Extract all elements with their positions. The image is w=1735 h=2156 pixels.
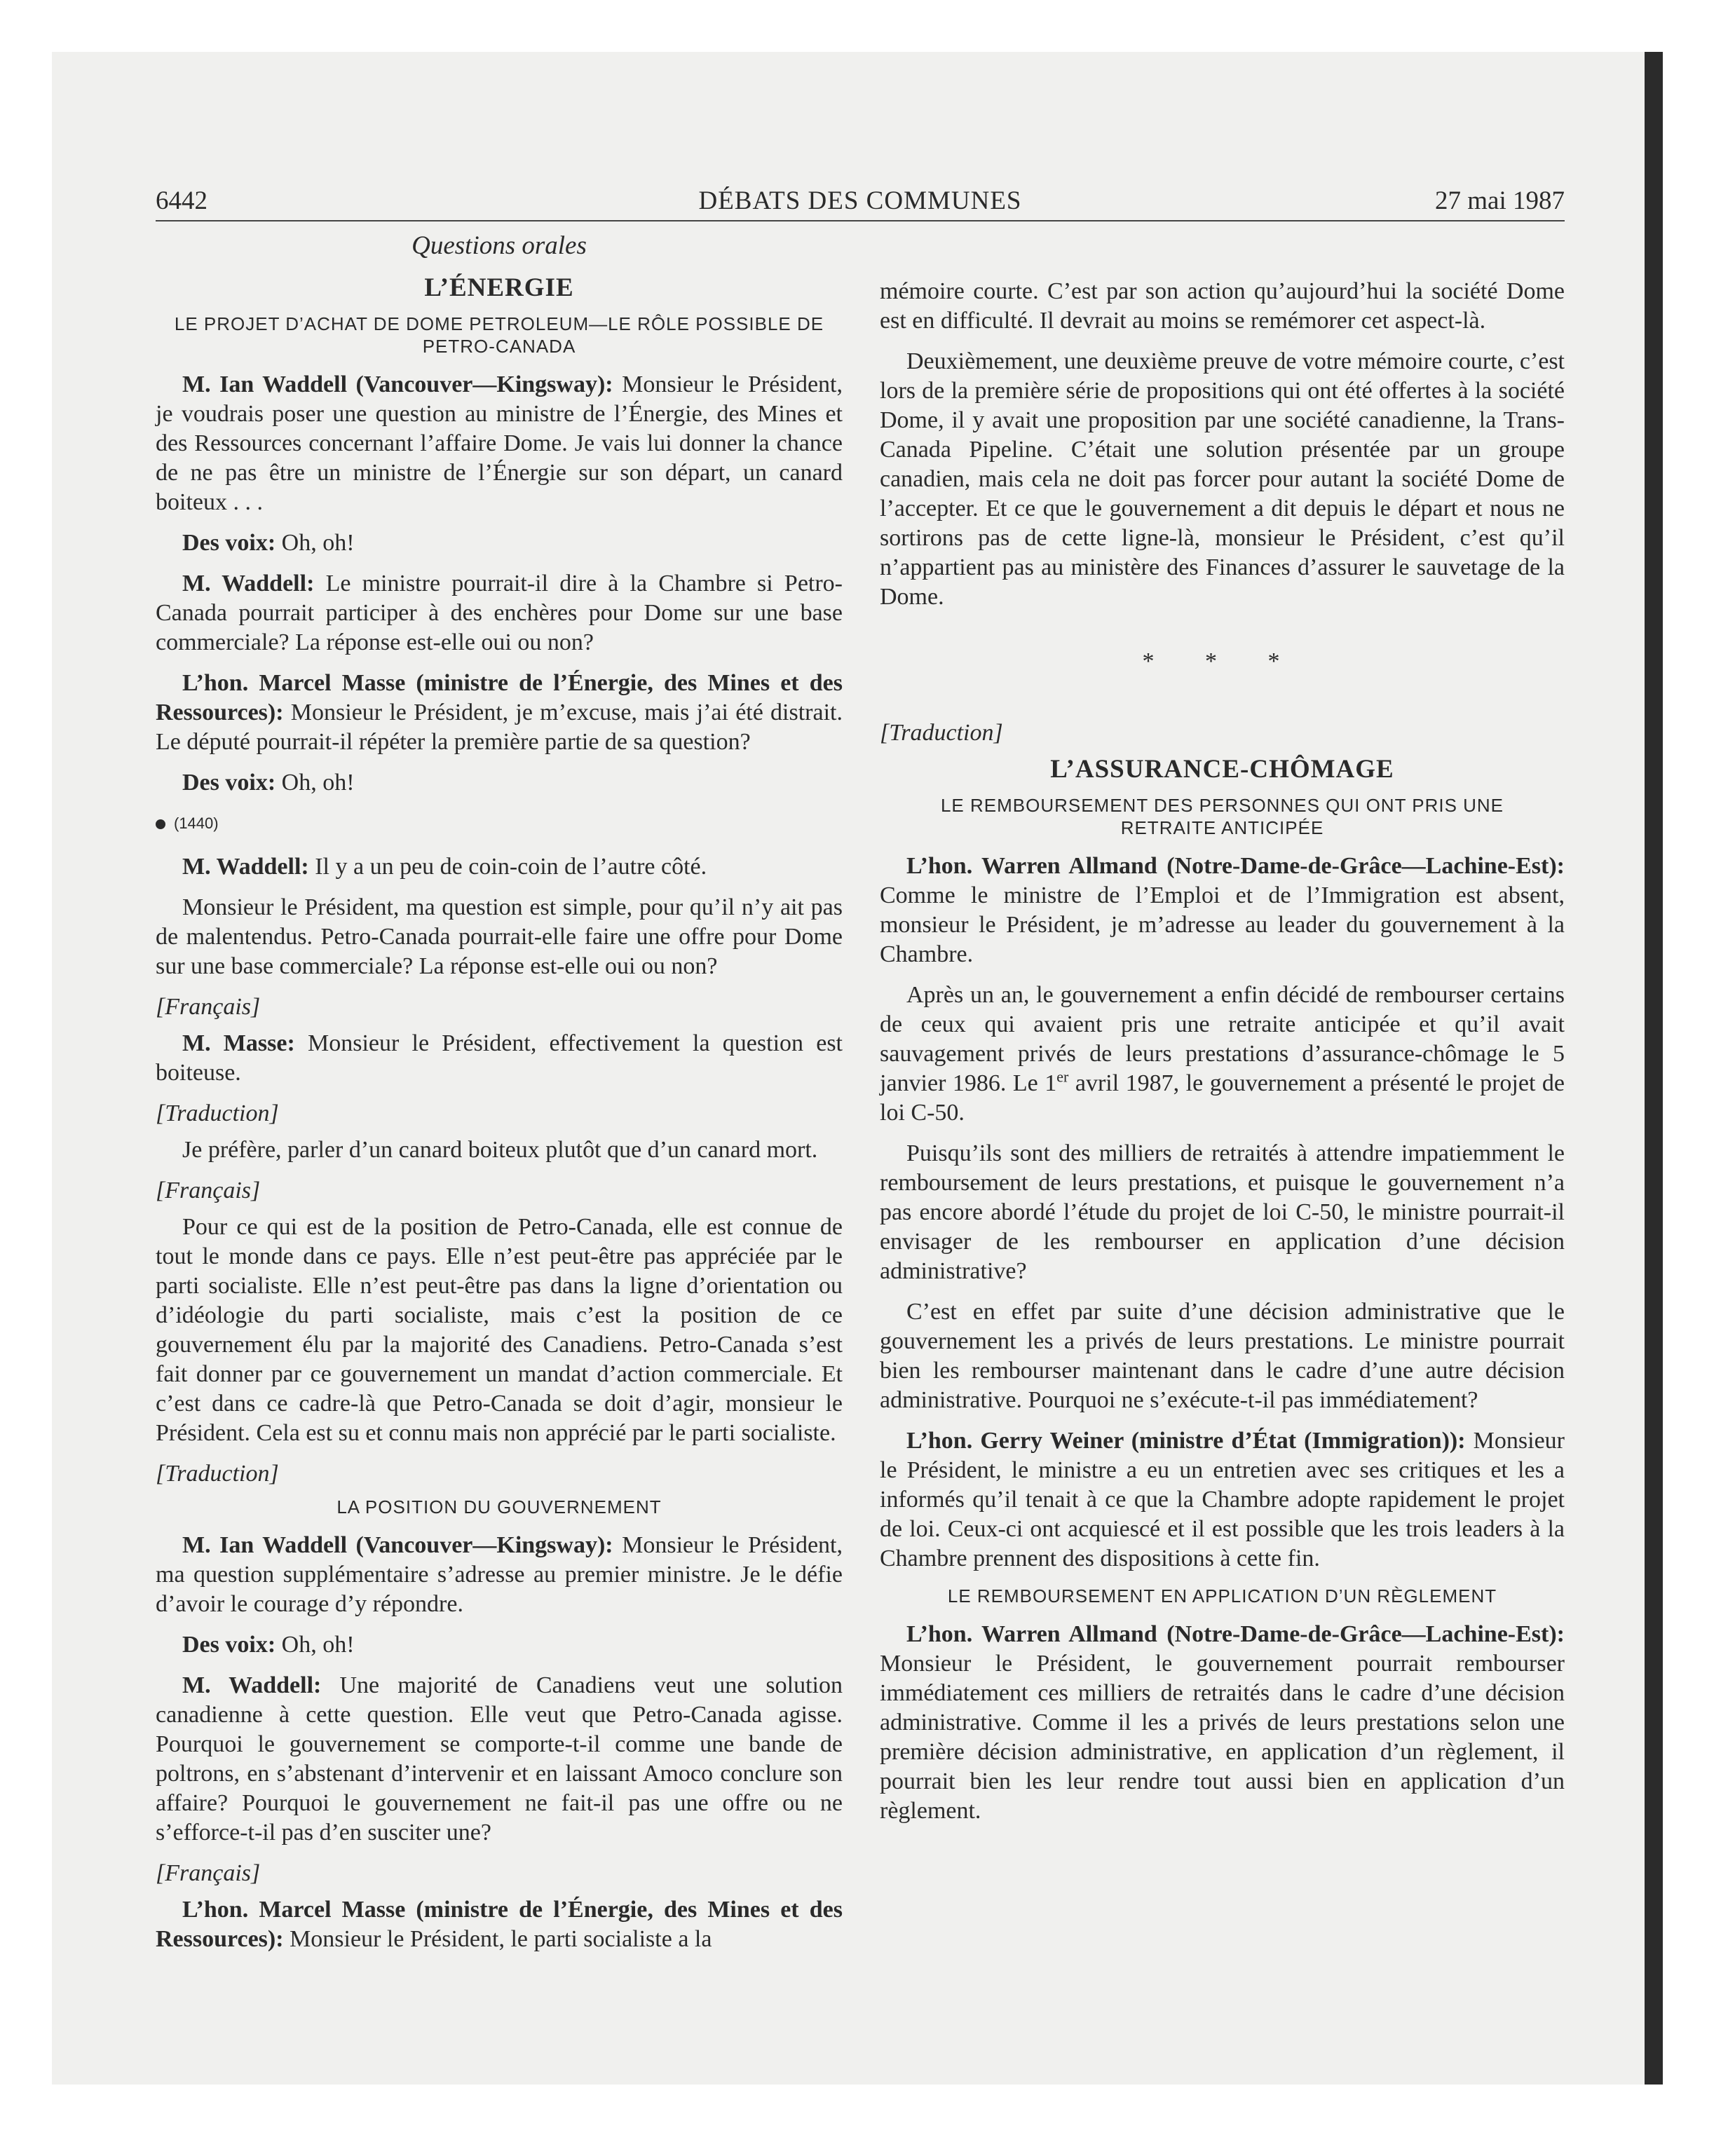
speaker: L’hon. Warren Allmand (Notre-Dame-de-Grâce—Lachine-Est): — [906, 853, 1565, 879]
bullet-icon — [156, 819, 165, 829]
paragraph: mémoire courte. C’est par son action qu’aujourd’hui la société Dome est en difficulté. Il devrait au moins se remémorer cet aspect-là. — [880, 278, 1565, 334]
speech-text: avril 1987, le gouvernement a présenté le projet de loi C-50. — [880, 1070, 1565, 1126]
page-number: 6442 — [156, 186, 207, 215]
speech-text: Monsieur le Président, je m’excuse, mais j’ai été distrait. Le député pourrait-il répéter la première partie de sa question? — [156, 700, 843, 755]
paragraph: Deuxièmement, une deuxième preuve de votre mémoire courte, c’est lors de la première série de propositions qui ont été offertes à la société Dome, il y avait une proposition par une société canadienne, la Trans-Canada Pipeline. C’était une solution présentée par un groupe canadien, mais cela ne doit pas forcer pour autant la société Dome de l’accepter. Et ce que le gouvernement a dit depuis le départ et nous ne sortirons pas de cette ligne-là, monsieur le Président, c’est qu’il n’appartient pas au ministère des Finances d’assurer le sauvetage de la Dome. — [880, 348, 1565, 610]
right-column — [880, 277, 1565, 1837]
speaker: M. Waddell: — [182, 571, 315, 596]
section-separator: * * * — [1142, 648, 1302, 674]
speaker: L’hon. Warren Allmand (Notre-Dame-de-Grâce—Lachine-Est): — [906, 1621, 1565, 1647]
time-stamp: (1440) — [174, 814, 219, 832]
speech-text: Il y a un peu de coin-coin de l’autre côté. — [308, 854, 707, 880]
speaker: M. Waddell: — [182, 854, 309, 880]
language-note: [Traduction] — [880, 720, 1003, 746]
paragraph: Monsieur le Président, ma question est simple, pour qu’il n’y ait pas de malentendus. Petro-Canada pourrait-elle faire une offre pour Dome sur une base commerciale? La réponse est-elle oui ou non? — [156, 894, 843, 979]
speaker: L’hon. Gerry Weiner (ministre d’État (Immigration)): — [906, 1428, 1466, 1454]
speech-text: Oh, oh! — [275, 1632, 355, 1658]
language-note: [Français] — [156, 1860, 261, 1886]
paragraph — [880, 981, 1565, 1128]
paragraph — [156, 1671, 843, 1848]
subheading-reglement: LE REMBOURSEMENT EN APPLICATION D’UN RÈGLEMENT — [947, 1585, 1497, 1606]
speech-text: Monsieur le Président, ma question supplémentaire s’adresse au premier ministre. Je le défie d’avoir le courage d’y répondre. — [156, 1532, 843, 1617]
speech-text: Après un an, le gouvernement a enfin décidé de rembourser certains de ceux qui avaient pris une retraite anticipée et qu’il avait sauvagement privés de leurs prestations d’assurance-chômage le 5 janvier 1986. Le 1 — [880, 982, 1565, 1096]
language-note: [Traduction] — [156, 1100, 279, 1126]
paragraph — [156, 370, 843, 517]
speech-text: Comme le ministre de l’Emploi et de l’Immigration est absent, monsieur le Président, je m’adresse au leader du gouvernement à la Chambre. — [880, 882, 1565, 967]
speech-text: Le ministre pourrait-il dire à la Chambre si Petro-Canada pourrait participer à des enchères pour Dome sur une base commerciale? La réponse est-elle oui ou non? — [156, 571, 843, 655]
page-date: 27 mai 1987 — [1435, 186, 1565, 215]
paragraph: C’est en effet par suite d’une décision administrative que le gouvernement les a privés de leurs prestations. Le ministre pourrait bien les rembourser maintenant dans le cadre d’une autre décision administrative. Pourquoi ne s’exécute-t-il pas immédiatement? — [880, 1299, 1565, 1413]
speech-text: Monsieur le Président, le ministre a eu un entretien avec ses critiques et les a informés qu’il tenait à ce que la Chambre adopte rapidement le projet de loi. Ceux-ci ont acquiescé et il est possible que les trois leaders à la Chambre prennent des dispositions à cette fin. — [880, 1428, 1565, 1571]
speaker: L’hon. Marcel Masse (ministre de l’Énergie, des Mines et des Ressources): — [156, 670, 843, 725]
speaker: Des voix: — [182, 770, 276, 796]
speaker: Des voix: — [182, 1632, 276, 1658]
speech-text: Oh, oh! — [275, 770, 355, 796]
paragraph — [156, 1630, 843, 1660]
speech-text: Une majorité de Canadiens veut une solution canadienne à cette question. Elle veut que Petro-Canada agisse. Pourquoi le gouvernement se comporte-t-il comme une bande de poltrons, en s’abstenant d’intervenir et en laissant Amoco conclure son affaire? Pourquoi le gouvernement ne fait-il pas une offre ou ne s’efforce-t-il pas d’en susciter une? — [156, 1672, 843, 1845]
paragraph: Pour ce qui est de la position de Petro-Canada, elle est connue de tout le monde dans ce pays. Elle n’est peut-être pas appréciée par le parti socialiste. Elle n’est peut-être pas dans la ligne d’orientation ou d’idéologie du parti socialiste, mais c’est la position de ce gouvernement élu par la majorité des Canadiens. Petro-Canada s’est fait donner par ce gouvernement un mandat d’action commerciale. Et c’est dans ce cadre-là que Petro-Canada se doit d’agir, monsieur le Président. Cela est su et connu mais non apprécié par le parti socialiste. — [156, 1214, 843, 1446]
heading-assurance-chomage: L’ASSURANCE-CHÔMAGE — [1050, 755, 1394, 784]
publication-title: DÉBATS DES COMMUNES — [698, 186, 1022, 215]
subheading-gouvernement: LA POSITION DU GOUVERNEMENT — [336, 1496, 662, 1517]
paragraph — [156, 1029, 843, 1088]
subheading-dome: LE PROJET D’ACHAT DE DOME PETROLEUM—LE RÔLE POSSIBLE DE PETRO-CANADA — [174, 313, 824, 357]
speaker: M. Ian Waddell (Vancouver—Kingsway): — [182, 1532, 613, 1558]
speech-text: Monsieur le Président, le parti socialiste a la — [283, 1926, 712, 1952]
speech-text: Oh, oh! — [275, 530, 355, 556]
subheading-remboursement: LE REMBOURSEMENT DES PERSONNES QUI ONT PRIS UNE RETRAITE ANTICIPÉE — [940, 795, 1504, 838]
paragraph — [156, 569, 843, 657]
speaker: L’hon. Marcel Masse (ministre de l’Énergie, des Mines et des Ressources): — [156, 1897, 843, 1952]
speaker: M. Masse: — [182, 1030, 295, 1056]
language-note: [Français] — [156, 994, 261, 1020]
time-marker — [156, 809, 843, 838]
speech-text: Monsieur le Président, le gouvernement pourrait rembourser immédiatement ces milliers de retraités dans le cadre d’une décision administrative. Comme il les a privés de leurs prestations selon une première décision administrative, en application d’un règlement, il pourrait bien les leur rendre tout aussi bien en application d’un règlement. — [880, 1651, 1565, 1824]
speaker: M. Ian Waddell (Vancouver—Kingsway): — [182, 371, 613, 397]
speech-text: Monsieur le Président, effectivement la question est boiteuse. — [156, 1030, 843, 1086]
paragraph — [880, 852, 1565, 969]
speaker: Des voix: — [182, 530, 276, 556]
speech-text: Monsieur le Président, je voudrais poser une question au ministre de l’Énergie, des Mines et des Ressources concernant l’affaire Dome. Je vais lui donner la chance de ne pas être un ministre de l’Énergie sur son départ, un canard boiteux . . . — [156, 371, 843, 515]
binding-edge — [1645, 52, 1663, 2085]
language-note: [Français] — [156, 1178, 261, 1203]
paragraph — [156, 1531, 843, 1619]
paragraph — [156, 669, 843, 757]
ordinal-suffix: er — [1056, 1067, 1069, 1086]
page-header — [156, 179, 1565, 221]
paragraph — [156, 852, 843, 882]
paragraph — [156, 1895, 843, 1954]
paragraph — [880, 1426, 1565, 1574]
paragraph: Puisqu’ils sont des milliers de retraités à attendre impatiemment le remboursement de leurs prestations, et puisque le gouvernement n’a pas encore abordé l’étude du projet de loi C-50, le ministre pourrait-il envisager de les rembourser en application d’une décision administrative? — [880, 1140, 1565, 1284]
heading-energie: L’ÉNERGIE — [424, 273, 574, 302]
section-label: Questions orales — [411, 231, 587, 260]
language-note: [Traduction] — [156, 1461, 279, 1487]
paragraph — [156, 768, 843, 798]
paragraph — [156, 528, 843, 558]
speaker: M. Waddell: — [182, 1672, 322, 1698]
left-column — [156, 231, 843, 1965]
paragraph — [880, 1620, 1565, 1826]
paragraph: Je préfère, parler d’un canard boiteux plutôt que d’un canard mort. — [182, 1137, 818, 1163]
